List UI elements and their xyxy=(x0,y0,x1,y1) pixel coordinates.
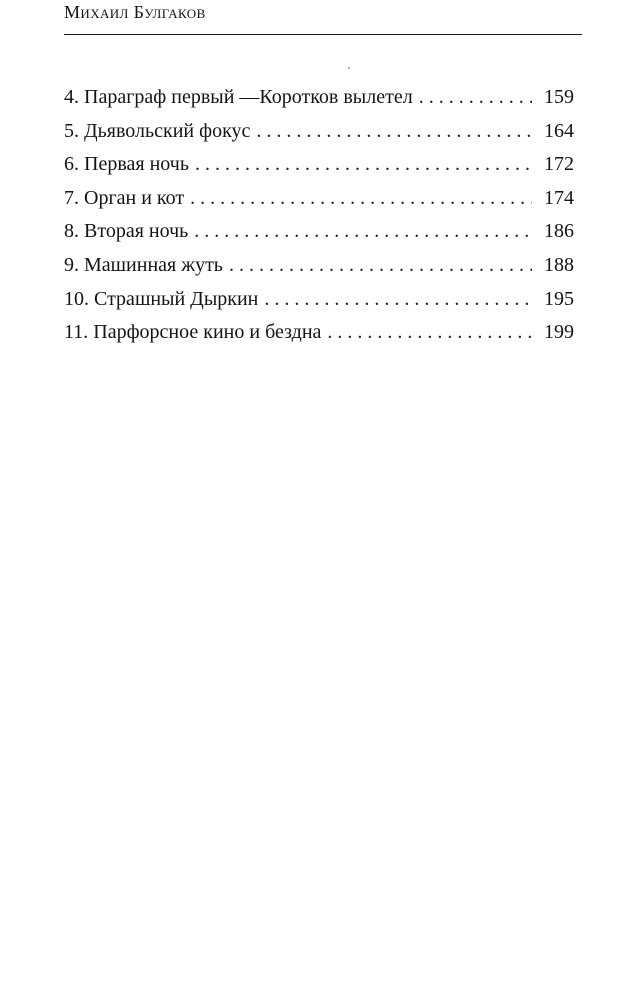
running-head-author: Михаил Булгаков xyxy=(64,2,206,22)
toc-entry-title: 7. Орган и кот xyxy=(64,186,185,209)
dot-leader xyxy=(327,321,532,344)
toc-entry-title: 4. Параграф первый —Коротков вылетел xyxy=(64,86,413,108)
toc-entry xyxy=(64,86,574,120)
dot-leader xyxy=(419,86,532,109)
toc-entry xyxy=(64,321,574,355)
toc-entry-page: 172 xyxy=(544,153,574,176)
toc-entry-page: 195 xyxy=(544,287,574,310)
toc-entry-title: 8. Вторая ночь xyxy=(64,220,189,243)
table-of-contents xyxy=(64,86,574,355)
toc-entry xyxy=(64,254,574,288)
toc-entry-page: 186 xyxy=(544,220,574,243)
toc-entry-page: 159 xyxy=(544,86,574,108)
dot-leader xyxy=(264,288,532,311)
toc-entry-page: 199 xyxy=(544,321,574,344)
toc-entry-title: 11. Парфорсное кино и бездна xyxy=(64,321,322,344)
scan-speck xyxy=(348,67,350,69)
dot-leader xyxy=(194,220,532,243)
dot-leader xyxy=(229,254,532,277)
dot-leader xyxy=(195,153,532,176)
toc-entry-page: 164 xyxy=(544,119,574,142)
toc-entry xyxy=(64,288,574,322)
toc-entry-title: 6. Первая ночь xyxy=(64,153,189,176)
toc-entry xyxy=(64,220,574,254)
toc-entry xyxy=(64,153,574,187)
toc-entry-page: 174 xyxy=(544,186,574,209)
dot-leader xyxy=(256,120,532,143)
toc-entry-title: 9. Машинная жуть xyxy=(64,253,223,276)
header-rule xyxy=(64,34,582,35)
toc-entry xyxy=(64,120,574,154)
dot-leader xyxy=(190,187,532,210)
toc-entry xyxy=(64,187,574,221)
toc-entry-title: 10. Страшный Дыркин xyxy=(64,287,259,310)
toc-entry-title: 5. Дьявольский фокус xyxy=(64,119,251,142)
toc-entry-page: 188 xyxy=(544,253,574,276)
